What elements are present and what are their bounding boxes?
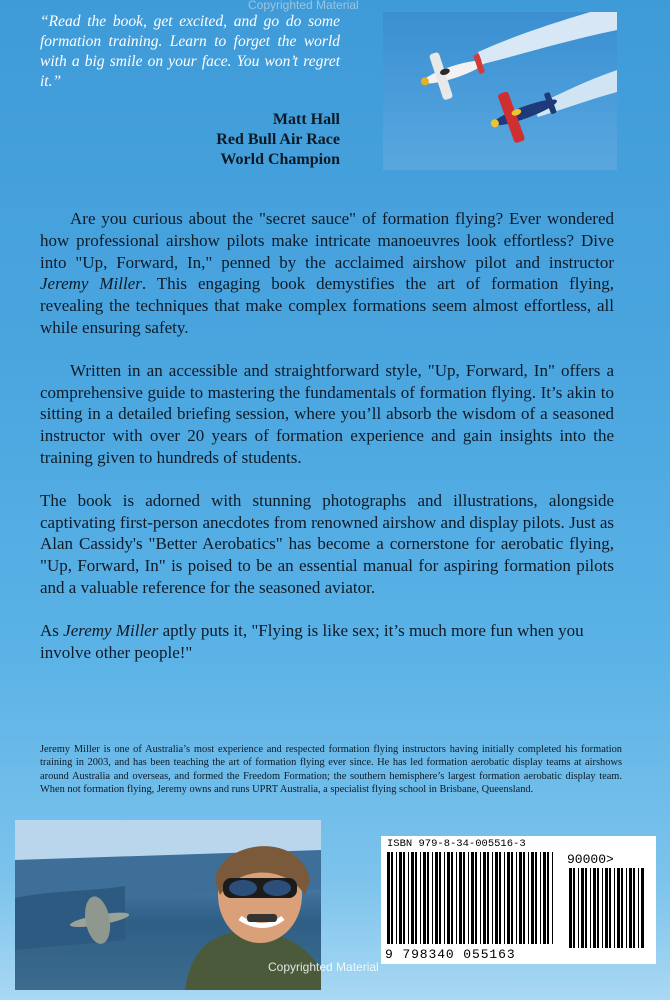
quote-author-name: Matt Hall — [272, 111, 340, 128]
barcode-bar — [396, 852, 397, 944]
barcode-bar — [463, 852, 465, 944]
barcode-bars — [387, 852, 557, 944]
barcode-bar — [483, 852, 486, 944]
barcode-bar — [552, 852, 553, 944]
barcode-bar — [531, 852, 534, 944]
barcode-bar — [569, 868, 572, 948]
barcode-bar — [626, 868, 627, 948]
barcode-bar — [471, 852, 474, 944]
paragraph-1-part-a: Are you curious about the "secret sauce" of formation flying? Ever wondered how professional airshow pilots make intricate manoeuvres look effortless? Dive into "Up, Forward, In," penned by the acclaimed airshow pilot and instructor — [40, 209, 614, 272]
isbn-digits: 9 798340 055163 — [385, 947, 516, 962]
quote-author-title-2: World Champion — [220, 151, 340, 168]
quote-text: “Read the book, get excited, and go do some formation training. Learn to forget the world with a big smile on your face. You won’t regret it.” — [40, 13, 340, 90]
paragraph-3: The book is adorned with stunning photographs and illustrations, alongside captivating first-person anecdotes from renowned airshow and display pilots. Just as Alan Cassidy's "Better Aerobatics" has become a cornerstone for aerobatic flying, "Up, Forward, In" is poised to be an essential manual for aspiring formation pilots and a valuable reference for the seasoned aviator. — [40, 490, 614, 597]
barcode-bar — [540, 852, 541, 944]
barcode-bar — [543, 852, 546, 944]
barcode-bar — [633, 868, 635, 948]
barcode-bar — [403, 852, 405, 944]
barcode-bar — [411, 852, 414, 944]
quote-author-title-1: Red Bull Air Race — [216, 131, 340, 148]
barcode-bar — [621, 868, 623, 948]
barcode-bar — [451, 852, 453, 944]
barcode-bar — [475, 852, 477, 944]
barcode-bar — [519, 852, 522, 944]
author-name-inline: Jeremy Miller — [40, 274, 142, 294]
barcode-bar — [547, 852, 549, 944]
barcode-bar — [423, 852, 426, 944]
paragraph-1-part-b: . This engaging book demystifies the art of formation flying, revealing the techniques that make complex formations seem almost effortless, all while ensuring safety. — [40, 274, 614, 337]
paragraph-2: Written in an accessible and straightforward style, "Up, Forward, In" offers a comprehensive guide to mastering the fundamentals of formation flying. It’s akin to sitting in a detailed briefing session, where you’ll absorb the wisdom of a seasoned instructor with over 20 years of formation experience and gain insights into the training given to hundreds of students. — [40, 360, 614, 467]
author-name-inline-2: Jeremy Miller — [63, 620, 159, 640]
barcode-bar — [495, 852, 498, 944]
barcode-bar — [480, 852, 481, 944]
barcode-bar — [573, 868, 575, 948]
barcode-bar — [528, 852, 529, 944]
paragraph-4 — [40, 620, 614, 664]
barcode-bar — [535, 852, 537, 944]
barcode-bar — [468, 852, 469, 944]
barcode-bar — [629, 868, 632, 948]
isbn-barcode — [381, 836, 656, 964]
barcode-bar — [590, 868, 591, 948]
barcode-bar — [492, 852, 493, 944]
barcode-bar — [578, 868, 579, 948]
barcode-bar — [597, 868, 599, 948]
barcode-bar — [399, 852, 402, 944]
price-code: 90000> — [567, 852, 614, 867]
barcode-bar — [499, 852, 501, 944]
quote-attribution — [170, 110, 340, 170]
barcode-bar — [487, 852, 489, 944]
barcode-addon-bars — [569, 868, 647, 948]
barcode-bar — [593, 868, 596, 948]
barcode-bar — [605, 868, 608, 948]
barcode-bar — [439, 852, 441, 944]
paragraph-4-part-b: aptly puts it, "Flying is like sex; it’s much more fun when you involve other people!" — [40, 620, 584, 662]
barcode-bar — [432, 852, 433, 944]
planes-illustration — [383, 12, 617, 170]
barcode-bar — [581, 868, 584, 948]
barcode-bar — [585, 868, 587, 948]
barcode-bar — [614, 868, 615, 948]
barcode-bar — [408, 852, 409, 944]
barcode-bar — [387, 852, 390, 944]
barcode-bar — [638, 868, 639, 948]
isbn-label: ISBN 979-8-34-005516-3 — [387, 838, 526, 850]
copyright-watermark-top: Copyrighted Material — [248, 0, 359, 12]
barcode-bar — [516, 852, 517, 944]
barcode-bar — [444, 852, 445, 944]
barcode-bar — [420, 852, 421, 944]
author-bio: Jeremy Miller is one of Australia’s most experience and respected formation flying instructors having initially completed his formation training in 2003, and has been teaching the art of formation flying ever since. He has led formation aerobatic display teams at airshows around Australia and overseas, and formed the Freedom Formation; the southern hemisphere’s largest formation aerobatic display team. When not formation flying, Jeremy owns and runs UPRT Australia, a specialist flying school in Brisbane, Queensland. — [40, 744, 622, 796]
copyright-watermark-bottom: Copyrighted Material — [268, 960, 379, 974]
barcode-bar — [507, 852, 510, 944]
barcode-bar — [456, 852, 457, 944]
barcode-bar — [391, 852, 393, 944]
barcode-bar — [447, 852, 450, 944]
aerobatic-planes-photo — [383, 12, 617, 170]
barcode-bar — [641, 868, 644, 948]
barcode-bar — [511, 852, 513, 944]
barcode-bar — [617, 868, 620, 948]
barcode-bar — [609, 868, 611, 948]
paragraph-1 — [40, 208, 614, 339]
barcode-bar — [504, 852, 505, 944]
barcode-bar — [435, 852, 438, 944]
barcode-bar — [427, 852, 429, 944]
barcode-bar — [459, 852, 462, 944]
book-description — [40, 208, 614, 684]
endorsement-quote — [40, 12, 340, 92]
barcode-bar — [415, 852, 417, 944]
paragraph-4-part-a: As — [40, 620, 64, 640]
barcode-bar — [523, 852, 525, 944]
barcode-bar — [602, 868, 603, 948]
